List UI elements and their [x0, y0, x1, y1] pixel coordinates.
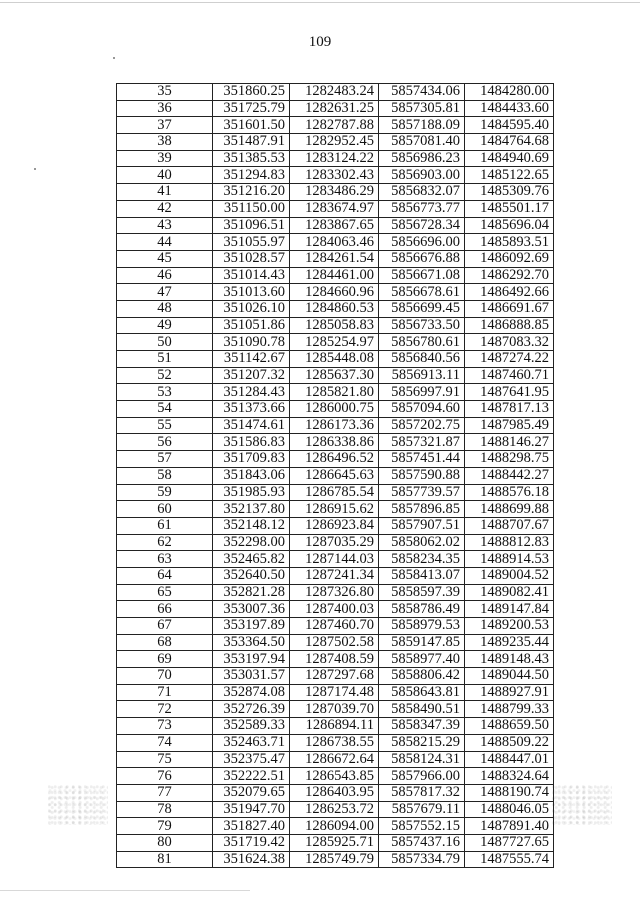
coordinate-cell: 1485501.17	[465, 200, 554, 217]
point-number-cell: 43	[117, 217, 213, 234]
coordinate-cell: 1489200.53	[465, 618, 554, 635]
point-number-cell: 48	[117, 300, 213, 317]
coordinate-cell: 353031.57	[213, 668, 290, 685]
coordinate-cell: 5857081.40	[379, 134, 465, 151]
coordinate-cell: 1486492.66	[465, 284, 554, 301]
coordinate-cell: 1284261.54	[290, 250, 379, 267]
coordinate-cell: 5858490.51	[379, 701, 465, 718]
coordinate-cell: 1286543.85	[290, 768, 379, 785]
coordinate-cell: 1286000.75	[290, 401, 379, 418]
coordinate-cell: 1487274.22	[465, 351, 554, 368]
coordinate-cell: 5856840.56	[379, 351, 465, 368]
coordinate-cell: 351090.78	[213, 334, 290, 351]
coordinate-cell: 5859147.85	[379, 634, 465, 651]
coordinate-cell: 1287035.29	[290, 534, 379, 551]
table-row	[117, 484, 554, 501]
coordinate-cell: 351014.43	[213, 267, 290, 284]
coordinate-cell: 1287326.80	[290, 584, 379, 601]
coordinate-cell: 5857817.32	[379, 784, 465, 801]
coordinate-cell: 5858806.42	[379, 668, 465, 685]
coordinate-cell: 1285448.08	[290, 351, 379, 368]
coordinate-cell: 5857202.75	[379, 417, 465, 434]
coordinate-cell: 5856832.07	[379, 184, 465, 201]
table-row	[117, 567, 554, 584]
coordinate-cell: 351026.10	[213, 300, 290, 317]
coordinate-cell: 5857966.00	[379, 768, 465, 785]
coordinate-cell: 351947.70	[213, 801, 290, 818]
coordinate-cell: 5856671.08	[379, 267, 465, 284]
table-row	[117, 818, 554, 835]
coordinate-cell: 1488707.67	[465, 517, 554, 534]
coordinate-cell: 5857451.44	[379, 451, 465, 468]
coordinate-cell: 5856773.77	[379, 200, 465, 217]
scan-smudge-left	[48, 785, 108, 825]
coordinate-cell: 1286253.72	[290, 801, 379, 818]
table-row	[117, 601, 554, 618]
table-row	[117, 768, 554, 785]
point-number-cell: 54	[117, 401, 213, 418]
point-number-cell: 35	[117, 84, 213, 101]
coordinate-cell: 1283867.65	[290, 217, 379, 234]
coordinate-cell: 1484433.60	[465, 100, 554, 117]
coordinate-cell: 5856676.88	[379, 250, 465, 267]
coordinate-cell: 1489235.44	[465, 634, 554, 651]
coordinate-cell: 5858347.39	[379, 718, 465, 735]
coordinate-cell: 351624.38	[213, 851, 290, 868]
coordinate-cell: 1283302.43	[290, 167, 379, 184]
point-number-cell: 75	[117, 751, 213, 768]
coordinate-cell: 1285821.80	[290, 384, 379, 401]
table-row	[117, 267, 554, 284]
coordinate-cell: 1283674.97	[290, 200, 379, 217]
coordinate-cell: 1286738.55	[290, 734, 379, 751]
coordinate-cell: 5858062.02	[379, 534, 465, 551]
table-row	[117, 150, 554, 167]
coordinate-cell: 5857590.88	[379, 467, 465, 484]
table-row	[117, 200, 554, 217]
point-number-cell: 51	[117, 351, 213, 368]
coordinate-cell: 1485122.65	[465, 167, 554, 184]
coordinate-cell: 1284860.53	[290, 300, 379, 317]
coordinate-cell: 351284.43	[213, 384, 290, 401]
table-row	[117, 300, 554, 317]
coordinate-cell: 5856728.34	[379, 217, 465, 234]
point-number-cell: 53	[117, 384, 213, 401]
coordinate-cell: 1285637.30	[290, 367, 379, 384]
coordinate-cell: 1488298.75	[465, 451, 554, 468]
point-number-cell: 47	[117, 284, 213, 301]
coordinate-cell: 1286338.86	[290, 434, 379, 451]
coordinate-cell: 352589.33	[213, 718, 290, 735]
coordinates-table-body	[117, 84, 554, 868]
coordinate-cell: 1282787.88	[290, 117, 379, 134]
coordinate-cell: 351216.20	[213, 184, 290, 201]
coordinate-cell: 352821.28	[213, 584, 290, 601]
coordinate-cell: 1484280.00	[465, 84, 554, 101]
page-number: 109	[308, 34, 332, 50]
coordinate-cell: 5857437.16	[379, 834, 465, 851]
scan-speck	[34, 168, 36, 170]
coordinate-cell: 352874.08	[213, 684, 290, 701]
coordinate-cell: 5858234.35	[379, 551, 465, 568]
coordinate-cell: 352298.00	[213, 534, 290, 551]
coordinate-cell: 352222.51	[213, 768, 290, 785]
coordinate-cell: 353007.36	[213, 601, 290, 618]
coordinate-cell: 1484595.40	[465, 117, 554, 134]
point-number-cell: 50	[117, 334, 213, 351]
point-number-cell: 81	[117, 851, 213, 868]
point-number-cell: 41	[117, 184, 213, 201]
coordinate-cell: 5856986.23	[379, 150, 465, 167]
point-number-cell: 40	[117, 167, 213, 184]
point-number-cell: 52	[117, 367, 213, 384]
coordinate-cell: 1287174.48	[290, 684, 379, 701]
coordinate-cell: 1286403.95	[290, 784, 379, 801]
coordinate-cell: 5856997.91	[379, 384, 465, 401]
point-number-cell: 55	[117, 417, 213, 434]
table-row	[117, 501, 554, 518]
coordinate-cell: 5856780.61	[379, 334, 465, 351]
coordinate-cell: 351385.53	[213, 150, 290, 167]
coordinate-cell: 1285058.83	[290, 317, 379, 334]
point-number-cell: 57	[117, 451, 213, 468]
coordinate-cell: 1287039.70	[290, 701, 379, 718]
table-row	[117, 334, 554, 351]
point-number-cell: 38	[117, 134, 213, 151]
table-row	[117, 668, 554, 685]
coordinate-cell: 351487.91	[213, 134, 290, 151]
table-row	[117, 184, 554, 201]
point-number-cell: 67	[117, 618, 213, 635]
coordinate-cell: 5858977.40	[379, 651, 465, 668]
table-row	[117, 718, 554, 735]
coordinate-cell: 351294.83	[213, 167, 290, 184]
point-number-cell: 64	[117, 567, 213, 584]
table-row	[117, 517, 554, 534]
coordinate-cell: 1488442.27	[465, 467, 554, 484]
coordinate-cell: 5856913.11	[379, 367, 465, 384]
coordinate-cell: 351827.40	[213, 818, 290, 835]
point-number-cell: 45	[117, 250, 213, 267]
coordinate-cell: 1287297.68	[290, 668, 379, 685]
coordinate-cell: 1489044.50	[465, 668, 554, 685]
table-row	[117, 534, 554, 551]
coordinate-cell: 5857305.81	[379, 100, 465, 117]
coordinate-cell: 351719.42	[213, 834, 290, 851]
scan-smudge-right	[552, 785, 612, 825]
coordinate-cell: 353197.89	[213, 618, 290, 635]
table-row	[117, 634, 554, 651]
table-row	[117, 651, 554, 668]
coordinate-cell: 5858413.07	[379, 567, 465, 584]
table-row	[117, 217, 554, 234]
point-number-cell: 62	[117, 534, 213, 551]
coordinate-cell: 353364.50	[213, 634, 290, 651]
coordinate-cell: 1489082.41	[465, 584, 554, 601]
point-number-cell: 56	[117, 434, 213, 451]
point-number-cell: 80	[117, 834, 213, 851]
coordinate-cell: 353197.94	[213, 651, 290, 668]
coordinate-cell: 1486292.70	[465, 267, 554, 284]
point-number-cell: 69	[117, 651, 213, 668]
coordinate-cell: 351013.60	[213, 284, 290, 301]
point-number-cell: 72	[117, 701, 213, 718]
coordinate-cell: 1286915.62	[290, 501, 379, 518]
point-number-cell: 37	[117, 117, 213, 134]
coordinate-cell: 1488927.91	[465, 684, 554, 701]
coordinate-cell: 351055.97	[213, 234, 290, 251]
table-row	[117, 367, 554, 384]
table-row	[117, 234, 554, 251]
table-row	[117, 434, 554, 451]
coordinate-cell: 1287400.03	[290, 601, 379, 618]
coordinate-cell: 1285925.71	[290, 834, 379, 851]
coordinate-cell: 1488324.64	[465, 768, 554, 785]
coordinate-cell: 1488914.53	[465, 551, 554, 568]
coordinate-cell: 5857188.09	[379, 117, 465, 134]
point-number-cell: 44	[117, 234, 213, 251]
table-row	[117, 417, 554, 434]
coordinate-cell: 351860.25	[213, 84, 290, 101]
coordinate-cell: 1487641.95	[465, 384, 554, 401]
coordinate-cell: 352148.12	[213, 517, 290, 534]
point-number-cell: 78	[117, 801, 213, 818]
table-row	[117, 834, 554, 851]
coordinate-cell: 1489147.84	[465, 601, 554, 618]
coordinate-cell: 1286923.84	[290, 517, 379, 534]
coordinate-cell: 1282952.45	[290, 134, 379, 151]
point-number-cell: 76	[117, 768, 213, 785]
coordinate-cell: 352465.82	[213, 551, 290, 568]
coordinate-cell: 5856699.45	[379, 300, 465, 317]
coordinate-cell: 1285749.79	[290, 851, 379, 868]
coordinate-cell: 5858597.39	[379, 584, 465, 601]
point-number-cell: 77	[117, 784, 213, 801]
point-number-cell: 49	[117, 317, 213, 334]
table-row	[117, 784, 554, 801]
coordinate-cell: 5858124.31	[379, 751, 465, 768]
coordinate-cell: 1282631.25	[290, 100, 379, 117]
coordinate-cell: 1286645.63	[290, 467, 379, 484]
point-number-cell: 74	[117, 734, 213, 751]
table-row	[117, 584, 554, 601]
coordinate-cell: 1485309.76	[465, 184, 554, 201]
coordinate-cell: 352726.39	[213, 701, 290, 718]
point-number-cell: 73	[117, 718, 213, 735]
coordinate-cell: 1287408.59	[290, 651, 379, 668]
table-row	[117, 467, 554, 484]
coordinate-cell: 351051.86	[213, 317, 290, 334]
table-row	[117, 751, 554, 768]
coordinate-cell: 1286894.11	[290, 718, 379, 735]
coordinate-cell: 5858215.29	[379, 734, 465, 751]
coordinate-cell: 351601.50	[213, 117, 290, 134]
coordinate-cell: 1488447.01	[465, 751, 554, 768]
coordinate-cell: 5858979.53	[379, 618, 465, 635]
scan-speck	[113, 57, 115, 59]
coordinate-cell: 352463.71	[213, 734, 290, 751]
coordinate-cell: 1485893.51	[465, 234, 554, 251]
coordinate-cell: 1286785.54	[290, 484, 379, 501]
point-number-cell: 61	[117, 517, 213, 534]
coordinate-cell: 352640.50	[213, 567, 290, 584]
coordinate-cell: 1286094.00	[290, 818, 379, 835]
coordinate-cell: 351985.93	[213, 484, 290, 501]
coordinate-cell: 5856903.00	[379, 167, 465, 184]
coordinate-cell: 5857434.06	[379, 84, 465, 101]
table-row	[117, 351, 554, 368]
coordinate-cell: 1283124.22	[290, 150, 379, 167]
coordinate-cell: 1487985.49	[465, 417, 554, 434]
coordinate-cell: 351725.79	[213, 100, 290, 117]
coordinate-cell: 5857094.60	[379, 401, 465, 418]
coordinate-cell: 1488509.22	[465, 734, 554, 751]
coordinate-cell: 1486691.67	[465, 300, 554, 317]
coordinate-cell: 5857679.11	[379, 801, 465, 818]
table-row	[117, 451, 554, 468]
table-row	[117, 84, 554, 101]
coordinate-cell: 5857334.79	[379, 851, 465, 868]
coordinate-cell: 5857739.57	[379, 484, 465, 501]
coordinate-cell: 1488799.33	[465, 701, 554, 718]
coordinate-cell: 1487817.13	[465, 401, 554, 418]
coordinate-cell: 351709.83	[213, 451, 290, 468]
coordinate-cell: 1488146.27	[465, 434, 554, 451]
coordinate-cell: 1485696.04	[465, 217, 554, 234]
coordinate-cell: 1489004.52	[465, 567, 554, 584]
coordinate-cell: 1287144.03	[290, 551, 379, 568]
table-row	[117, 684, 554, 701]
coordinate-cell: 352375.47	[213, 751, 290, 768]
coordinate-cell: 1286173.36	[290, 417, 379, 434]
coordinate-cell: 1488190.74	[465, 784, 554, 801]
point-number-cell: 65	[117, 584, 213, 601]
coordinate-cell: 1484764.68	[465, 134, 554, 151]
coordinate-cell: 1487083.32	[465, 334, 554, 351]
coordinate-cell: 352137.80	[213, 501, 290, 518]
table-row	[117, 551, 554, 568]
table-row	[117, 851, 554, 868]
table-row	[117, 401, 554, 418]
coordinate-cell: 1488046.05	[465, 801, 554, 818]
coordinate-cell: 1287502.58	[290, 634, 379, 651]
table-row	[117, 100, 554, 117]
coordinate-cell: 1489148.43	[465, 651, 554, 668]
point-number-cell: 39	[117, 150, 213, 167]
coordinate-cell: 5857907.51	[379, 517, 465, 534]
coordinate-cell: 351586.83	[213, 434, 290, 451]
coordinate-cell: 5858643.81	[379, 684, 465, 701]
point-number-cell: 46	[117, 267, 213, 284]
coordinate-cell: 351028.57	[213, 250, 290, 267]
coordinate-cell: 351474.61	[213, 417, 290, 434]
coordinates-table	[116, 83, 554, 868]
point-number-cell: 68	[117, 634, 213, 651]
coordinate-cell: 1488576.18	[465, 484, 554, 501]
coordinate-cell: 351142.67	[213, 351, 290, 368]
coordinate-cell: 1486092.69	[465, 250, 554, 267]
coordinate-cell: 5857896.85	[379, 501, 465, 518]
coordinate-cell: 5857321.87	[379, 434, 465, 451]
coordinate-cell: 1287241.34	[290, 567, 379, 584]
point-number-cell: 36	[117, 100, 213, 117]
coordinate-cell: 1487727.65	[465, 834, 554, 851]
coordinate-cell: 1284461.00	[290, 267, 379, 284]
table-row	[117, 801, 554, 818]
point-number-cell: 42	[117, 200, 213, 217]
point-number-cell: 63	[117, 551, 213, 568]
coordinate-cell: 1486888.85	[465, 317, 554, 334]
coordinate-cell: 351207.32	[213, 367, 290, 384]
point-number-cell: 60	[117, 501, 213, 518]
coordinate-cell: 1285254.97	[290, 334, 379, 351]
coordinate-cell: 1284660.96	[290, 284, 379, 301]
coordinate-cell: 1488659.50	[465, 718, 554, 735]
table-row	[117, 618, 554, 635]
coordinate-cell: 1287460.70	[290, 618, 379, 635]
coordinate-cell: 5856678.61	[379, 284, 465, 301]
coordinate-cell: 351150.00	[213, 200, 290, 217]
coordinate-cell: 352079.65	[213, 784, 290, 801]
table-row	[117, 117, 554, 134]
coordinate-cell: 1286672.64	[290, 751, 379, 768]
point-number-cell: 66	[117, 601, 213, 618]
coordinate-cell: 351843.06	[213, 467, 290, 484]
coordinate-cell: 351373.66	[213, 401, 290, 418]
coordinate-cell: 1488812.83	[465, 534, 554, 551]
point-number-cell: 59	[117, 484, 213, 501]
point-number-cell: 79	[117, 818, 213, 835]
top-scan-edge	[0, 2, 640, 3]
point-number-cell: 71	[117, 684, 213, 701]
coordinate-cell: 5857552.15	[379, 818, 465, 835]
table-row	[117, 250, 554, 267]
point-number-cell: 58	[117, 467, 213, 484]
table-row	[117, 134, 554, 151]
coordinate-cell: 1487555.74	[465, 851, 554, 868]
coordinate-cell: 5856696.00	[379, 234, 465, 251]
point-number-cell: 70	[117, 668, 213, 685]
table-row	[117, 734, 554, 751]
coordinate-cell: 1283486.29	[290, 184, 379, 201]
coordinate-cell: 1487460.71	[465, 367, 554, 384]
table-row	[117, 701, 554, 718]
table-row	[117, 284, 554, 301]
coordinate-cell: 1282483.24	[290, 84, 379, 101]
bottom-scan-edge	[0, 890, 250, 891]
coordinate-cell: 1286496.52	[290, 451, 379, 468]
coordinate-cell: 1284063.46	[290, 234, 379, 251]
coordinate-cell: 351096.51	[213, 217, 290, 234]
table-row	[117, 384, 554, 401]
coordinate-cell: 5856733.50	[379, 317, 465, 334]
table-row	[117, 167, 554, 184]
table-row	[117, 317, 554, 334]
coordinate-cell: 1484940.69	[465, 150, 554, 167]
coordinate-cell: 1487891.40	[465, 818, 554, 835]
coordinate-cell: 1488699.88	[465, 501, 554, 518]
coordinate-cell: 5858786.49	[379, 601, 465, 618]
